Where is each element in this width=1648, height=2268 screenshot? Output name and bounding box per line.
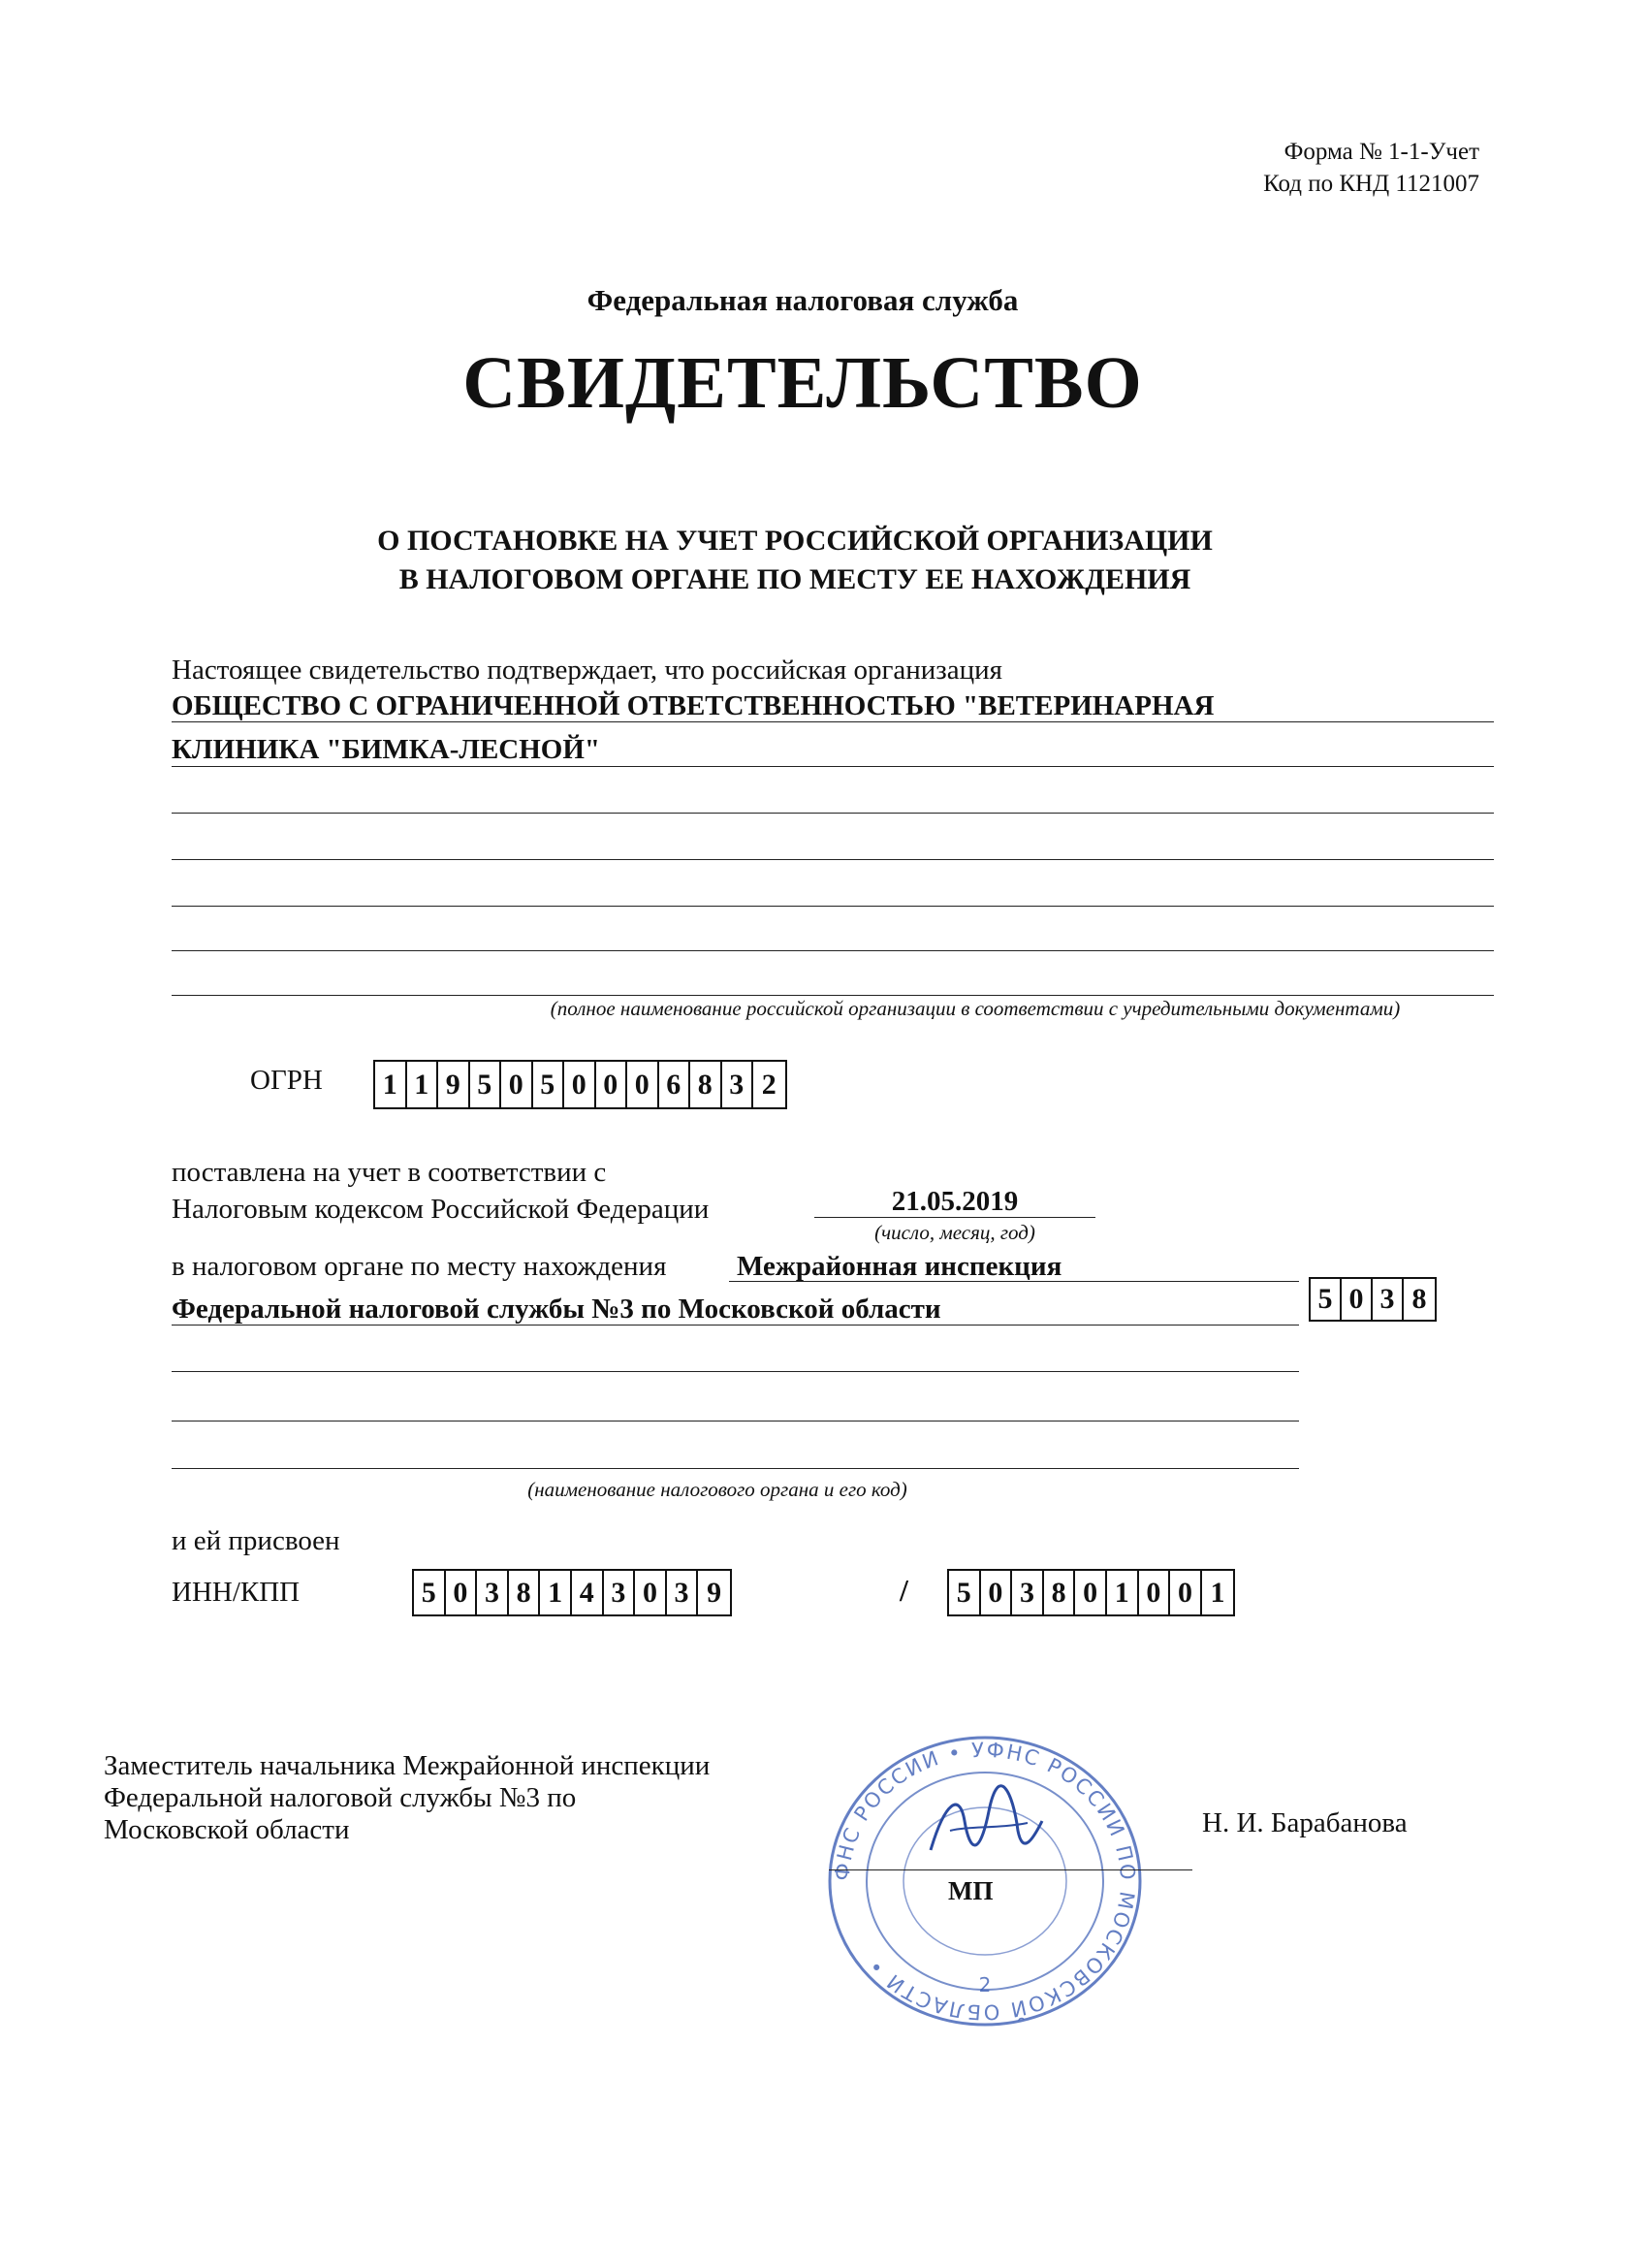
kpp-digit: 1 xyxy=(1210,1577,1225,1609)
ogrn-digit: 9 xyxy=(438,1062,470,1107)
org-name-underline-2 xyxy=(172,766,1494,767)
document-subtitle xyxy=(0,522,1590,599)
tax-office-caption: (наименование налогового органа и его код) xyxy=(527,1478,907,1501)
inn-digit: 9 xyxy=(707,1577,722,1609)
inn-code xyxy=(412,1569,732,1616)
org-name-caption: (полное наименование российской организации в соответствии с учредительными документами) xyxy=(550,997,1401,1020)
ogrn-digit: 2 xyxy=(761,1069,776,1101)
knd-code: Код по КНД 1121007 xyxy=(1263,171,1479,197)
registration-date-underline xyxy=(814,1217,1095,1218)
form-number: Форма № 1-1-Учет xyxy=(1284,139,1479,165)
subtitle-line-2: В НАЛОГОВОМ ОРГАНЕ ПО МЕСТУ ЕЕ НАХОЖДЕНИЯ xyxy=(398,563,1191,595)
kpp-code xyxy=(947,1569,1235,1616)
agency-name: Федеральная налоговая служба xyxy=(586,283,1019,317)
signer-title-line-1: Заместитель начальника Межрайонной инспекции xyxy=(104,1750,711,1781)
ogrn-digit: 0 xyxy=(564,1062,596,1107)
signer-title-line-2: Федеральной налоговой службы №3 по xyxy=(104,1782,577,1813)
ogrn-digit: 1 xyxy=(375,1062,407,1107)
kpp-digit: 0 xyxy=(1075,1571,1107,1614)
org-name-underline-6 xyxy=(172,950,1494,951)
registered-line-2: Налоговым кодексом Российской Федерации xyxy=(172,1194,710,1225)
ogrn-digit: 0 xyxy=(596,1062,628,1107)
kpp-digit: 0 xyxy=(981,1571,1013,1614)
tax-office-underline-2 xyxy=(172,1325,1299,1326)
org-name-underline-4 xyxy=(172,859,1494,860)
kpp-digit: 8 xyxy=(1044,1571,1076,1614)
stamp-place-mark: МП xyxy=(948,1876,994,1905)
tax-office-underline-3 xyxy=(172,1371,1299,1372)
tax-office-code xyxy=(1309,1277,1437,1322)
tax-office-code-digit: 3 xyxy=(1373,1279,1404,1320)
intro-text: Настоящее свидетельство подтверждает, что российская организация xyxy=(172,655,1002,686)
ogrn-digit: 5 xyxy=(533,1062,565,1107)
signer-name: Н. И. Барабанова xyxy=(1202,1807,1408,1838)
ogrn-digit: 8 xyxy=(690,1062,722,1107)
org-name-line-1: ОБЩЕСТВО С ОГРАНИЧЕННОЙ ОТВЕТСТВЕННОСТЬЮ "ВЕТЕРИНАРНАЯ xyxy=(172,690,1215,721)
ogrn-code xyxy=(373,1060,787,1109)
ogrn-digit: 3 xyxy=(722,1062,754,1107)
registration-date-caption: (число, месяц, год) xyxy=(874,1221,1035,1244)
ogrn-digit: 0 xyxy=(627,1062,659,1107)
tax-office-underline-1 xyxy=(729,1281,1299,1282)
tax-office-underline-5 xyxy=(172,1468,1299,1469)
org-name-underline-7 xyxy=(172,995,1494,996)
kpp-digit: 5 xyxy=(949,1571,981,1614)
document-title: СВИДЕТЕЛЬСТВО xyxy=(462,342,1143,424)
org-name-underline-3 xyxy=(172,813,1494,814)
ogrn-digit: 5 xyxy=(470,1062,502,1107)
inn-kpp-separator: / xyxy=(900,1573,908,1608)
signature xyxy=(921,1782,1047,1879)
inn-digit: 4 xyxy=(572,1571,604,1614)
ogrn-digit: 1 xyxy=(407,1062,439,1107)
signature-line xyxy=(829,1869,1192,1870)
kpp-digit: 0 xyxy=(1139,1571,1171,1614)
signer-title-line-3: Московской области xyxy=(104,1814,350,1845)
inn-digit: 5 xyxy=(414,1571,446,1614)
kpp-digit: 0 xyxy=(1170,1571,1202,1614)
ogrn-label: ОГРН xyxy=(250,1065,323,1096)
inn-digit: 8 xyxy=(509,1571,541,1614)
ogrn-digit: 0 xyxy=(501,1062,533,1107)
registered-line-1: поставлена на учет в соответствии с xyxy=(172,1157,607,1188)
kpp-digit: 1 xyxy=(1107,1571,1139,1614)
org-name-underline-1 xyxy=(172,721,1494,722)
stamp-number: 2 xyxy=(978,1973,992,1996)
kpp-digit: 3 xyxy=(1012,1571,1044,1614)
subtitle-line-1: О ПОСТАНОВКЕ НА УЧЕТ РОССИЙСКОЙ ОРГАНИЗАЦИИ xyxy=(377,525,1213,557)
registration-date: 21.05.2019 xyxy=(891,1186,1019,1217)
tax-office-line-2: Федеральной налоговой службы №3 по Московской области xyxy=(172,1294,941,1325)
form-header xyxy=(1263,136,1479,200)
tax-office-line-1: Межрайонная инспекция xyxy=(737,1251,1062,1282)
inn-digit: 3 xyxy=(604,1571,636,1614)
org-name-underline-5 xyxy=(172,906,1494,907)
stamp-ring-text: ФНС РОССИИ • УФНС РОССИИ ПО МОСКОВСКОЙ ОБЛАСТИ • xyxy=(830,1738,1140,2025)
inn-digit: 1 xyxy=(540,1571,572,1614)
tax-office-code-digit: 0 xyxy=(1342,1279,1373,1320)
assigned-label: и ей присвоен xyxy=(172,1525,340,1556)
org-name-line-2: КЛИНИКА "БИМКА-ЛЕСНОЙ" xyxy=(172,734,601,765)
tax-office-code-digit: 5 xyxy=(1311,1279,1342,1320)
signer-title xyxy=(104,1750,710,1846)
inn-digit: 0 xyxy=(446,1571,478,1614)
inn-digit: 3 xyxy=(477,1571,509,1614)
inn-digit: 3 xyxy=(667,1571,699,1614)
tax-office-label: в налоговом органе по месту нахождения xyxy=(172,1251,667,1282)
inn-digit: 0 xyxy=(635,1571,667,1614)
tax-office-code-digit: 8 xyxy=(1411,1283,1427,1315)
inn-kpp-label: ИНН/КПП xyxy=(172,1577,301,1608)
ogrn-digit: 6 xyxy=(659,1062,691,1107)
